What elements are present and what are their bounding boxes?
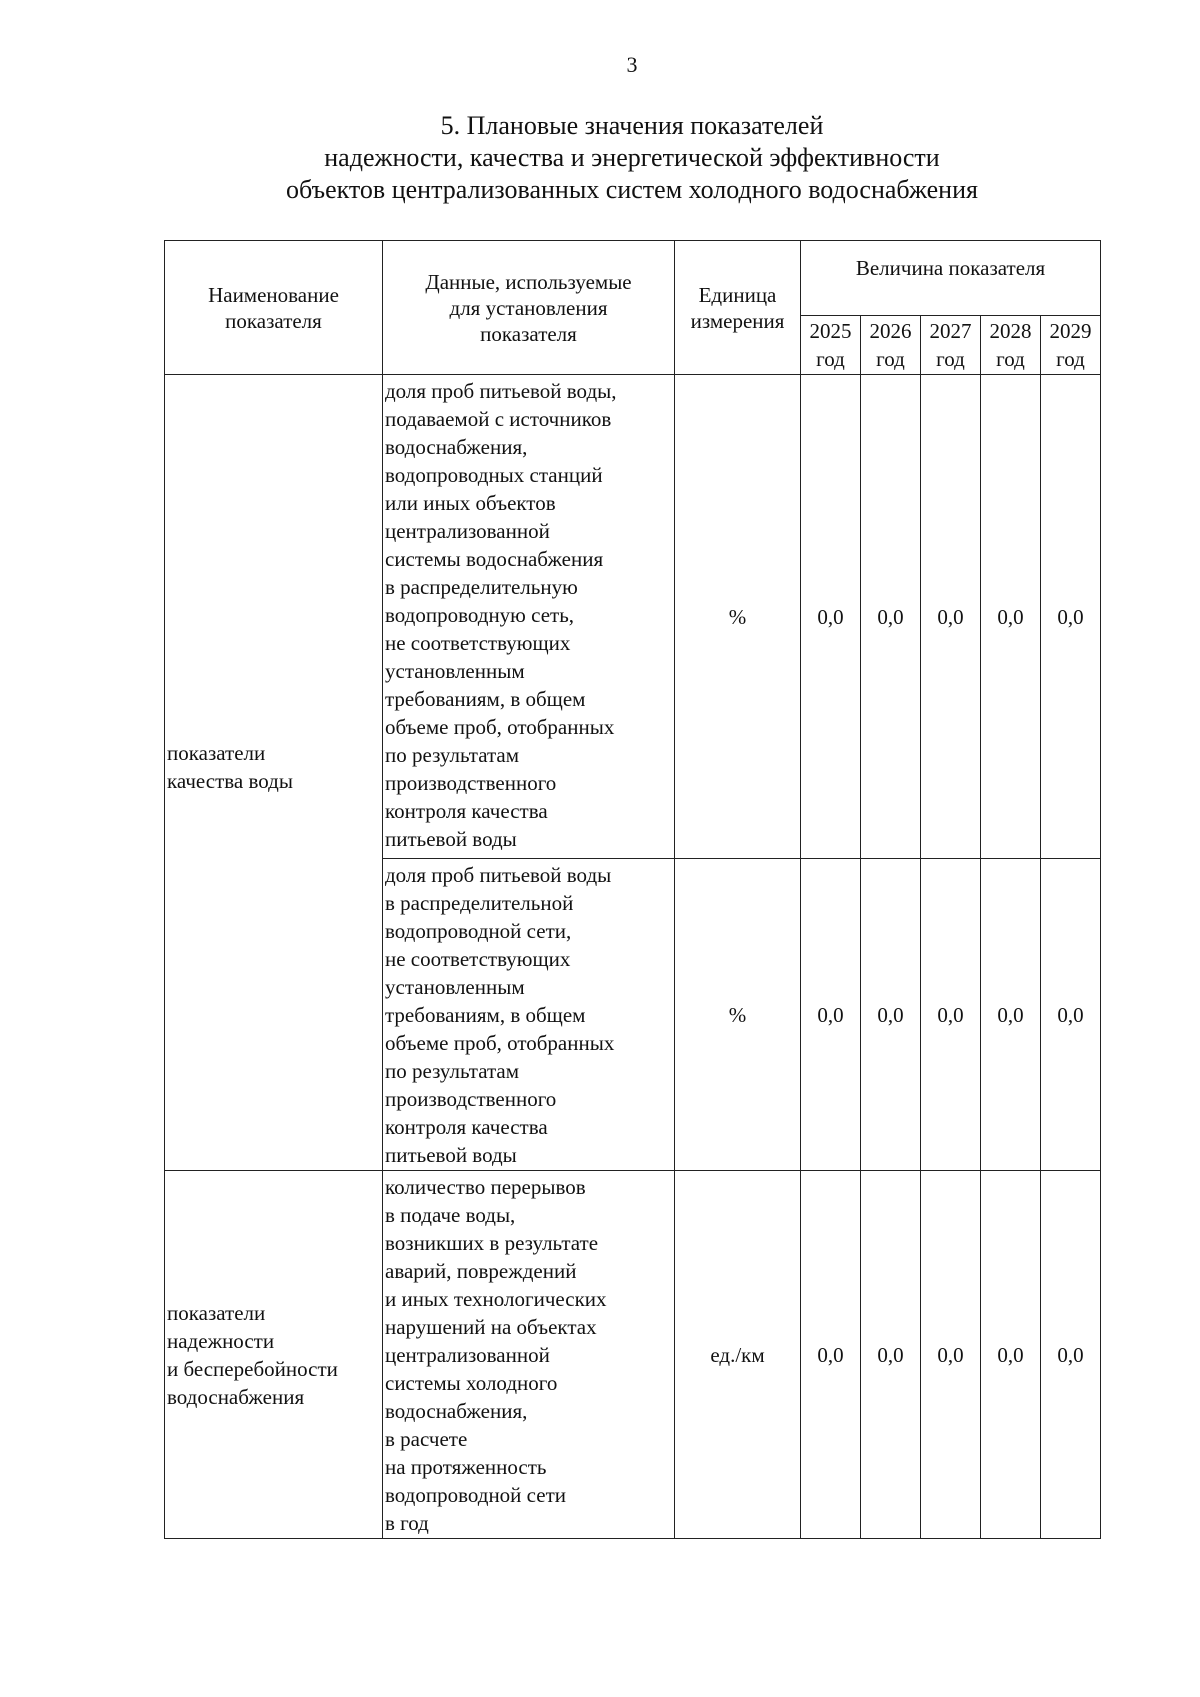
value-cell: 0,0 (861, 375, 921, 859)
header-text: Единица (698, 282, 777, 307)
text-line: объеме проб, отобранных (385, 715, 615, 739)
text-line: установленным (385, 975, 525, 999)
header-year (801, 316, 861, 375)
indicator-name-line: надежности (167, 1329, 275, 1353)
text-line: водоснабжения, (385, 1399, 528, 1423)
value-cell: 0,0 (921, 859, 981, 1171)
text-line: в расчете (385, 1427, 468, 1451)
year-number: 2025 (809, 319, 852, 343)
text-line: и иных технологических (385, 1287, 607, 1311)
text-line: установленным (385, 659, 525, 683)
text-line: контроля качества (385, 1115, 548, 1139)
text-line: в распределительной (385, 891, 574, 915)
text-line: водопроводной сети (385, 1483, 566, 1507)
value-cell: 0,0 (861, 859, 921, 1171)
year-number: 2028 (989, 319, 1032, 343)
text-line: питьевой воды (385, 827, 517, 851)
text-line: доля проб питьевой воды (385, 863, 612, 887)
value-cell: 0,0 (861, 1171, 921, 1539)
header-year (921, 316, 981, 375)
value-cell: 0,0 (921, 375, 981, 859)
header-year (1041, 316, 1101, 375)
year-number: 2029 (1049, 319, 1092, 343)
text-line: в подаче воды, (385, 1203, 516, 1227)
source-data-text (383, 859, 675, 1171)
text-line: возникших в результате (385, 1231, 599, 1255)
page-number: 3 (626, 52, 638, 77)
text-line: объеме проб, отобранных (385, 1031, 615, 1055)
value-cell: 0,0 (1041, 859, 1101, 1171)
text-line: не соответствующих (385, 947, 571, 971)
year-suffix: год (1056, 347, 1085, 371)
indicator-name-line: показатели (167, 741, 266, 765)
indicator-name-line: и бесперебойности (167, 1357, 338, 1381)
text-line: подаваемой с источников (385, 407, 612, 431)
indicator-name-line: водоснабжения (167, 1385, 305, 1409)
value-cell: 0,0 (921, 1171, 981, 1539)
value-cell: 0,0 (981, 1171, 1041, 1539)
text-line: питьевой воды (385, 1143, 517, 1167)
text-line: не соответствующих (385, 631, 571, 655)
text-line: системы водоснабжения (385, 547, 604, 571)
source-data-text (383, 1171, 675, 1539)
table-row (165, 375, 1101, 859)
year-number: 2027 (929, 319, 972, 343)
header-year (861, 316, 921, 375)
text-line: аварий, повреждений (385, 1259, 577, 1283)
text-line: производственного (385, 771, 557, 795)
header-text: для установления (449, 295, 608, 320)
text-line: производственного (385, 1087, 557, 1111)
text-line: по результатам (385, 743, 520, 767)
indicator-name-line: качества воды (167, 769, 293, 793)
year-suffix: год (936, 347, 965, 371)
year-suffix: год (876, 347, 905, 371)
title-line: объектов централизованных систем холодного водоснабжения (286, 175, 978, 204)
text-line: по результатам (385, 1059, 520, 1083)
value-cell: 0,0 (801, 859, 861, 1171)
unit-cell: % (675, 859, 801, 1171)
text-line: централизованной (385, 1343, 550, 1367)
source-data-text (383, 375, 675, 859)
indicator-name-line: показатели (167, 1301, 266, 1325)
year-number: 2026 (869, 319, 912, 343)
section-title (0, 110, 1200, 206)
text-line: количество перерывов (385, 1175, 586, 1199)
value-cell: 0,0 (1041, 375, 1101, 859)
title-line: надежности, качества и энергетической эффективности (324, 143, 940, 172)
text-line: централизованной (385, 519, 550, 543)
text-line: в распределительную (385, 575, 578, 599)
header-year (981, 316, 1041, 375)
text-line: на протяженность (385, 1455, 547, 1479)
text-line: водопроводной сети, (385, 919, 572, 943)
header-text: показателя (225, 308, 322, 333)
header-text: измерения (690, 308, 785, 333)
text-line: водопроводных станций (385, 463, 603, 487)
year-suffix: год (996, 347, 1025, 371)
value-cell: 0,0 (801, 1171, 861, 1539)
unit-cell: ед./км (675, 1171, 801, 1539)
unit-cell: % (675, 375, 801, 859)
title-line: 5. Плановые значения показателей (440, 111, 824, 140)
value-cell: 0,0 (801, 375, 861, 859)
indicator-name (165, 375, 383, 1171)
indicators-table (164, 240, 1101, 1539)
value-cell: 0,0 (981, 859, 1041, 1171)
text-line: нарушений на объектах (385, 1315, 597, 1339)
text-line: водоснабжения, (385, 435, 528, 459)
header-indicator-value: Величина показателя (801, 241, 1101, 316)
header-text: Наименование (208, 282, 339, 307)
header-unit (675, 241, 801, 375)
text-line: или иных объектов (385, 491, 556, 515)
text-line: доля проб питьевой воды, (385, 379, 617, 403)
value-cell: 0,0 (1041, 1171, 1101, 1539)
indicator-name (165, 1171, 383, 1539)
table-row (165, 1171, 1101, 1539)
header-indicator-name (165, 241, 383, 375)
text-line: в год (385, 1511, 429, 1535)
text-line: контроля качества (385, 799, 548, 823)
value-cell: 0,0 (981, 375, 1041, 859)
text-line: водопроводную сеть, (385, 603, 575, 627)
text-line: системы холодного (385, 1371, 558, 1395)
text-line: требованиям, в общем (385, 1003, 586, 1027)
header-source-data (383, 241, 675, 375)
text-line: требованиям, в общем (385, 687, 586, 711)
header-text: показателя (480, 321, 577, 346)
header-text: Данные, используемые (425, 269, 632, 294)
year-suffix: год (816, 347, 845, 371)
